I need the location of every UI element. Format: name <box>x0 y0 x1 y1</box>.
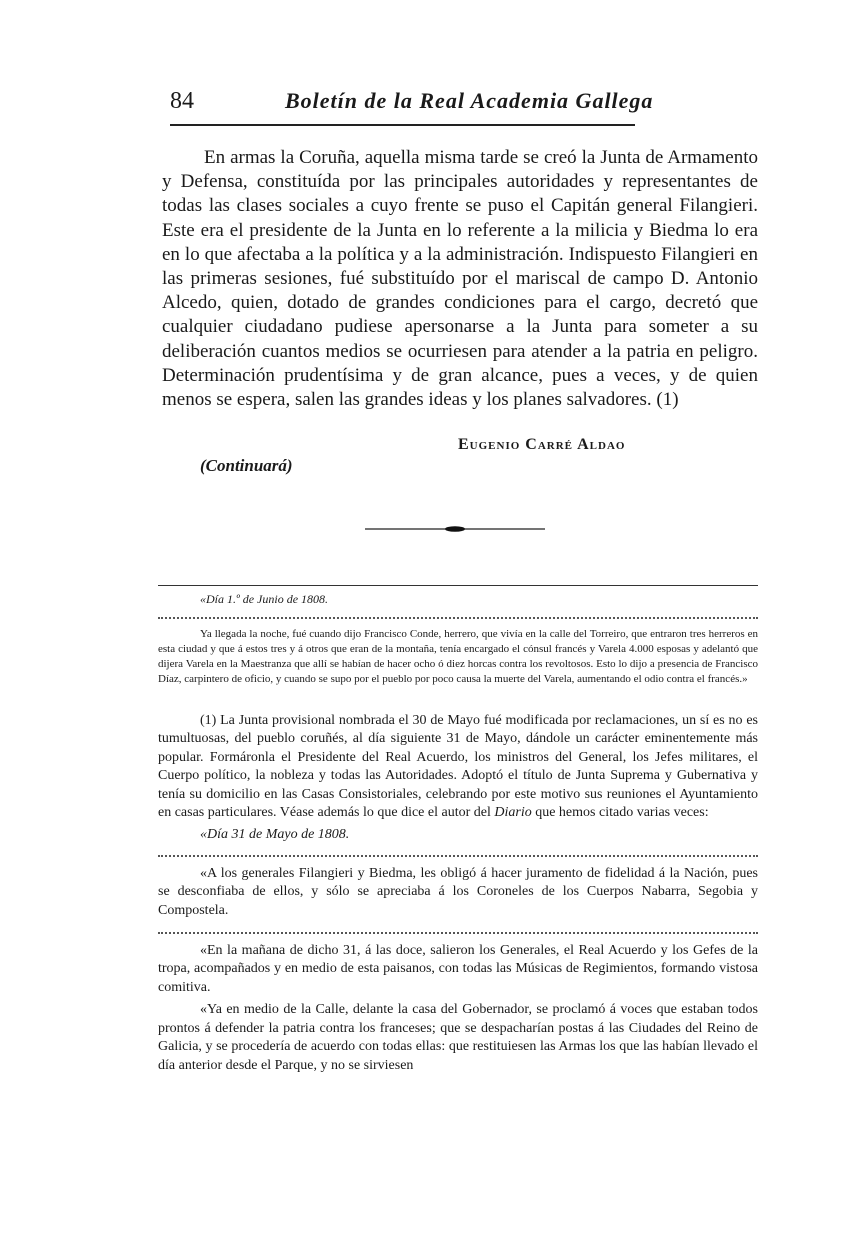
main-text <box>162 146 758 412</box>
header-rule <box>170 124 635 126</box>
footnote-paragraph-4: «Ya en medio de la Calle, delante la casa del Gobernador, se proclamó á voces que estaban todos prontos á defender la patria contra los franceses; que se despacharían postas á las Ciudades del Reino de Galicia, y se procedería de acuerdo con todas ellas: que restituiesen las Armas los que las habían llevado el día anterior desde el Parque, y no se sirviesen <box>158 1002 758 1073</box>
quote-text: Ya llegada la noche, fué cuando dijo Francisco Conde, herrero, que vivía en la calle del Torreiro, que entraron tres herreros en esta ciudad y que á estos tres y á otros que eran de la montaña, tenía encargado el cónsul francés y Varela 4.000 esposas y adelantó que dijera Varela en la Maestranza que allí se habían de hacer ocho ó diez horcas contra los revoltosos. Esto lo dijo a presencia de Francisco Díaz, carpintero de oficio, y cuando se supo por el pueblo por poco causa la muerte del Varela, aumentando el odio contra el francés.» <box>158 628 758 685</box>
continued-note: (Continuará) <box>200 456 293 475</box>
quote-block <box>158 592 758 687</box>
author-signature: Eugenio Carré Aldao <box>458 436 626 453</box>
diario-title: Diario <box>494 805 532 821</box>
main-paragraph: En armas la Coruña, aquella misma tarde se creó la Junta de Armamento y Defensa, constituída por las principales autoridades y representantes de todas las clases sociales a cuyo frente se puso el Capitán general Filangieri. Este era el presidente de la Junta en lo referente a la milicia y Biedma lo era en lo que afectaba a la política y a la administración. Indispuesto Filangieri en las primeras sesiones, fué substituído por el mariscal de campo D. Antonio Alcedo, quien, dotado de grandes condiciones para el cargo, decretó que cualquier ciudadano pudiese apersonarse a la Junta para someter a su deliberación cuantos medios se ocurriesen para atender a la patria en peligro. Determinación prudentísima y de gran alcance, pues a veces, y de quien menos se espera, salen las grandes ideas y los planes salvadores. (1) <box>162 147 758 411</box>
ellipsis-dots <box>158 847 758 857</box>
footnote-dateline: «Día 31 de Mayo de 1808. <box>200 827 350 843</box>
footnote-paragraph-2: «A los generales Filangieri y Biedma, les obligó á hacer juramento de fidelidad á la Nación, pues se desconfiaba de ellos, y sólo se apreciaba á los Coroneles de los Cuerpos Nabarra, Segobia y Compostela. <box>158 865 758 918</box>
page-number: 84 <box>170 88 194 114</box>
ellipsis-dots <box>158 924 758 934</box>
page-header <box>170 88 670 122</box>
section-divider <box>365 526 545 532</box>
footnote-paragraph-1 <box>158 712 758 822</box>
footnote <box>158 712 758 1079</box>
footnote-text: (1) La Junta provisional nombrada el 30 de Mayo fué modificada por reclamaciones, un sí es no es tumultuosas, del pueblo coruñés, al día siguiente 31 de Mayo, dándole un carácter eminentemente más popular. Formáronla el Presidente del Real Acuerdo, los ministros del General, los Jefes militares, el Cuerpo político, la nobleza y todas las Autoridades. Adoptó el título de Junta Suprema y Gubernativa y tenía su domicilio en las Casas Consistoriales, celebrando por este motivo sus reuniones el Ayuntamiento en casas particulares. Véase además lo que dice el autor del <box>158 713 758 821</box>
ellipsis-dots <box>158 609 758 619</box>
footnote-paragraph-3: «En la mañana de dicho 31, á las doce, salieron los Generales, el Real Acuerdo y los Gefes de la tropa, acompañados y en medio de esta paisanos, con todas las Músicas de Regimientos, formando vistosa comitiva. <box>158 943 758 995</box>
footnote-text-end: que hemos citado varias veces: <box>535 805 709 821</box>
journal-title: Boletín de la Real Academia Gallega <box>285 88 654 113</box>
quote-dateline: «Día 1.º de Junio de 1808. <box>200 592 329 606</box>
notes-rule <box>158 585 758 586</box>
